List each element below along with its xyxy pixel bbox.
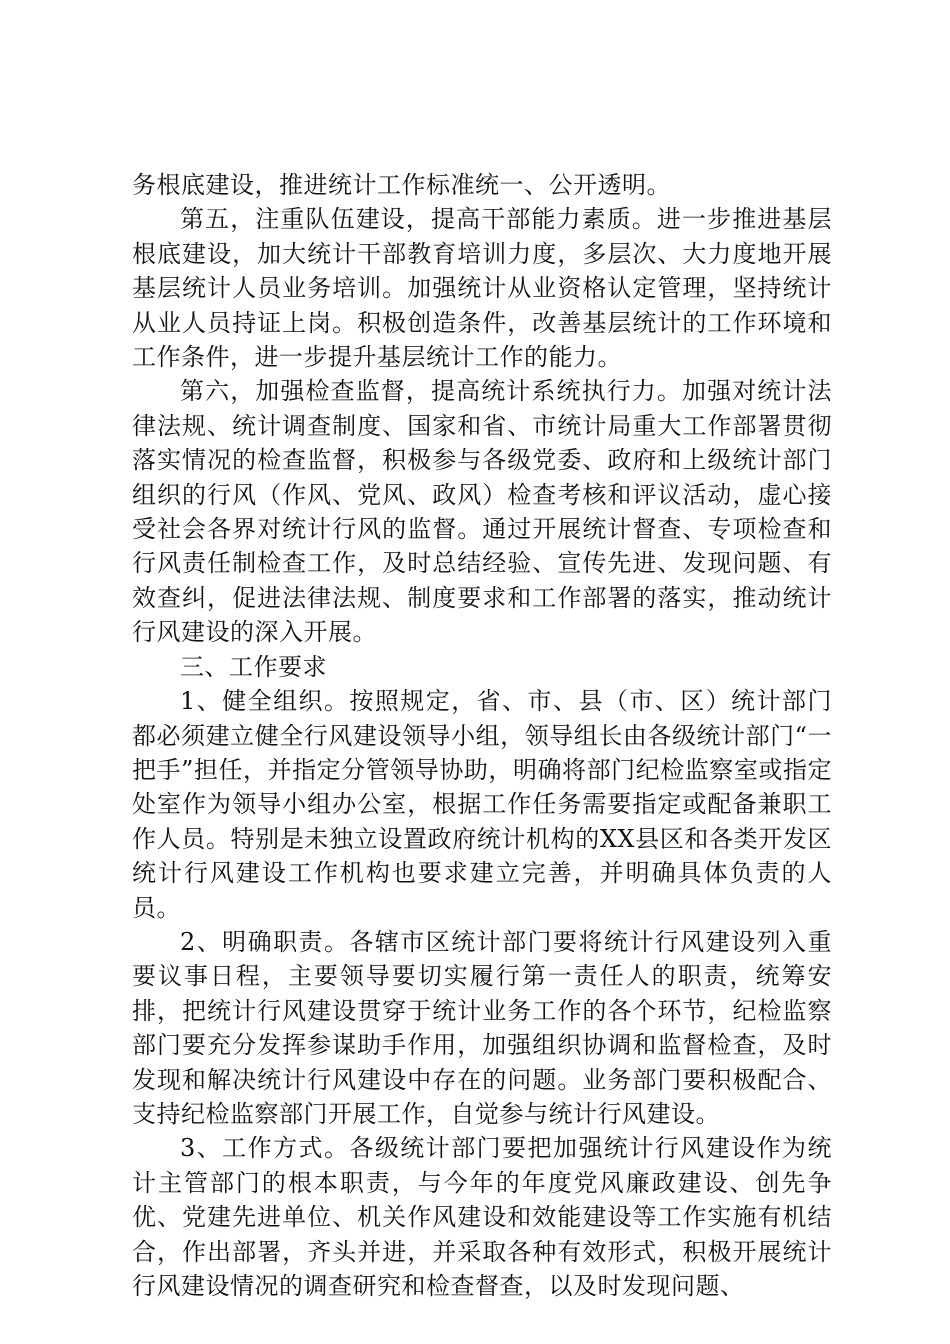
document-body	[132, 168, 832, 1303]
paragraph-fifth-point: 第五，注重队伍建设，提高干部能力素质。进一步推进基层根底建设，加大统计干部教育培训力度，多层次、大力度地开展基层统计人员业务培训。加强统计从业资格认定管理，坚持统计从业人员持证上岗。积极创造条件，改善基层统计的工作环境和工作条件，进一步提升基层统计工作的能力。	[132, 205, 832, 372]
paragraph-requirement-2: 2、明确职责。各辖市区统计部门要将统计行风建设列入重要议事日程，主要领导要切实履行第一责任人的职责，统筹安排，把统计行风建设贯穿于统计业务工作的各个环节，纪检监察部门要充分发挥参谋助手作用，加强组织协调和监督检查，及时发现和解决统计行风建设中存在的问题。业务部门要积极配合、支持纪检监察部门开展工作，自觉参与统计行风建设。	[132, 927, 832, 1128]
paragraph-sixth-point: 第六，加强检查监督，提高统计系统执行力。加强对统计法律法规、统计调查制度、国家和省、市统计局重大工作部署贯彻落实情况的检查监督，积极参与各级党委、政府和上级统计部门组织的行风（作风、党风、政风）检查考核和评议活动，虚心接受社会各界对统计行风的监督。通过开展统计督查、专项检查和行风责任制检查工作，及时总结经验、宣传先进、发现问题、有效查纠，促进法律法规、制度要求和工作部署的落实，推动统计行风建设的深入开展。	[132, 377, 832, 647]
paragraph-requirement-1: 1、健全组织。按照规定，省、市、县（市、区）统计部门都必须建立健全行风建设领导小组，领导组长由各级统计部门“一把手”担任，并指定分管领导协助，明确将部门纪检监察室或指定处室作为领导小组办公室，根据工作任务需要指定或配备兼职工作人员。特别是未独立设置政府统计机构的XX县区和各类开发区统计行风建设工作机构也要求建立完善，并明确具体负责的人员。	[132, 687, 832, 922]
paragraph-continuation: 务根底建设，推进统计工作标准统一、公开透明。	[132, 171, 671, 199]
paragraph-requirement-3: 3、工作方式。各级统计部门要把加强统计行风建设作为统计主管部门的根本职责，与今年的年度党风廉政建设、创先争优、党建先进单位、机关作风建设和效能建设等工作实施有机结合，作出部署，齐头并进，并采取各种有效形式，积极开展统计行风建设情况的调查研究和检查督查，以及时发现问题、	[132, 1134, 832, 1300]
section-heading-work-requirements: 三、工作要求	[180, 652, 327, 681]
